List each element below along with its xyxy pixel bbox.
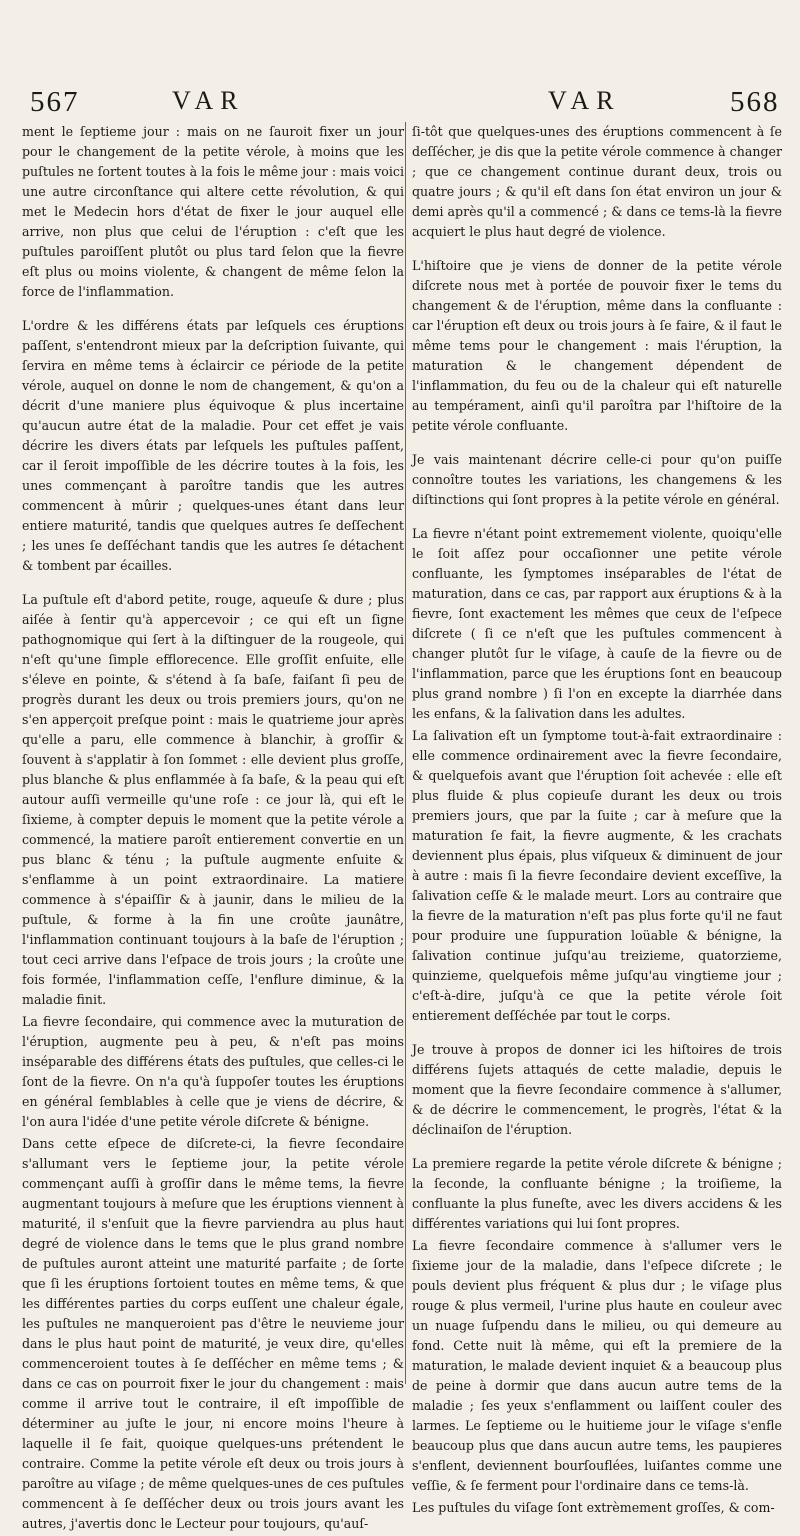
running-header (0, 86, 800, 126)
paragraph: ment le ſeptieme jour : mais on ne ſauroit fixer un jour pour le changement de la petite vérole, à moins que les puſtules ne ſortent toutes à la fois le même jour : mais voici une autre circonſtance qui altere cette révolution, & qui met le Medecin hors d'état de fixer le jour auquel elle arrive, non plus que celui de l'éruption : c'eſt que les puſtules paroiſſent plutôt ou plus tard ſelon que la fievre eſt plus ou moins violente, & changent de même ſelon la force de l'inflammation. (22, 124, 404, 299)
paragraph: ſi-tôt que quelques-unes des éruptions commencent à ſe deſſécher, je dis que la petite vérole commence à changer ; que ce changement continue durant deux, trois ou quatre jours ; & qu'il eſt dans ſon état environ un jour & demi après qu'il a commencé ; & dans ce tems-là la fievre acquiert le plus haut degré de violence. (412, 124, 782, 239)
paragraph: La fievre ſecondaire commence à s'allumer vers le ſixieme jour de la maladie, dans l'eſpece diſcrete ; le pouls devient plus fréquent & plus dur ; le viſage plus rouge & plus vermeil, l'urine plus haute en couleur avec un nuage ſuſpendu dans le milieu, ou qui demeure au fond. Cette nuit là même, qui eſt la premiere de la maturation, le malade devient inquiet & a beaucoup plus de peine à dormir que dans aucun autre tems de la maladie ; ſes yeux s'enflamment ou laiſſent couler des larmes. Le ſeptieme ou le huitieme jour le viſage s'enfle beaucoup plus que dans aucun autre tems, les paupieres s'enflent, deviennent bourſouflées, luiſantes comme une veſſie, & ſe ferment pour l'ordinaire dans ce tems-là. (412, 1238, 782, 1493)
paragraph: Dans cette eſpece de diſcrete-ci, la fievre ſecondaire s'allumant vers le ſeptieme jour, la petite vérole commençant auſſi à groſſir dans le même tems, la fievre augmentant toujours à meſure que les éruptions viennent à maturité, il s'enſuit que la fievre parviendra au plus haut degré de violence dans le tems que le plus grand nombre de puſtules auront atteint une maturité parfaite ; de ſorte que ſi les éruptions ſortoient toutes en même tems, & que les différentes parties du corps euſſent une chaleur égale, les puſtules ne manqueroient pas d'être le neuvieme jour dans le plus haut point de maturité, je veux dire, qu'elles commenceroient toutes à ſe deſſécher en même tems ; & dans ce cas on pourroit fixer le jour du changement : mais comme il arrive tout le contraire, il eſt impoſſible de déterminer au juſte le jour, ni encore moins l'heure à laquelle il ſe fait, quoique quelques-uns prétendent le contraire. Comme la petite vérole eſt deux ou trois jours à paroître au viſage ; de même quelques-unes de ces puſtules commencent à ſe deſſécher deux ou trois jours avant les autres, j'avertis donc le Lecteur pour toujours, qu'auſ- (22, 1136, 404, 1531)
paragraph: Je vais maintenant décrire celle-ci pour qu'on puiſſe connoître toutes les variations, les changemens & les diſtinctions qui ſont propres à la petite vérole en général. (412, 452, 782, 507)
paragraph: Je trouve à propos de donner ici les hiſtoires de trois différens ſujets attaqués de cette maladie, depuis le moment que la fievre ſecondaire commence à s'allumer, & de décrire le commencement, le progrès, l'état & la déclinaiſon de l'éruption. (412, 1042, 782, 1137)
paragraph: La puſtule eſt d'abord petite, rouge, aqueuſe & dure ; plus aiſée à ſentir qu'à appercevoir ; ce qui eſt un ſigne pathognomique qui ſert à la diſtinguer de la rougeole, qui n'eſt qu'une ſimple efflorecence. Elle groſſit enſuite, elle s'éleve en pointe, & s'étend à ſa baſe, faiſant ſi peu de progrès durant les deux ou trois premiers jours, qu'on ne s'en apperçoit preſque point : mais le quatrieme jour après qu'elle a paru, elle commence à blanchir, à groſſir & ſouvent à s'applatir à ſon ſommet : elle devient plus groſſe, plus blanche & plus enflammée à ſa baſe, & la peau qui eſt autour auſſi vermeille qu'une roſe : ce jour là, qui eſt le ſixieme, à compter depuis le moment que la petite vérole a commencé, la matiere paroît entierement convertie en un pus blanc & ténu ; la puſtule augmente enſuite & s'enflamme à un point extraordinaire. La matiere commence à s'épaiſſir & à jaunir, dans le milieu de la puſtule, & forme à la fin une croûte jaunâtre, l'inflammation continuant toujours à la baſe de l'éruption ; tout ceci arrive dans l'eſpace de trois jours ; la croûte une fois formée, l'inflammation ceſſe, l'enflure diminue, & la maladie finit. (22, 592, 404, 1007)
paragraph: La ſalivation eſt un ſymptome tout-à-fait extraordinaire : elle commence ordinairement avec la fievre ſecondaire, & quelquefois avant que l'éruption ſoit achevée : elle eſt plus fluide & plus copieuſe durant les deux ou trois premiers jours, que par la ſuite ; car à meſure que la maturation ſe fait, la fievre augmente, & les crachats deviennent plus épais, plus viſqueux & diminuent de jour à autre : mais ſi la fievre ſecondaire devient exceſſive, la ſalivation ceſſe & le malade meurt. Lors au contraire que la fievre de la maturation n'eſt pas plus forte qu'il ne faut pour produire une ſuppuration loüable & bénigne, la ſalivation continue juſqu'au treizieme, quatorzieme, quinzieme, quelquefois même juſqu'au vingtieme jour ; c'eſt-à-dire, juſqu'à ce que la petite vérole ſoit entierement deſſéchée par tout le corps. (412, 728, 782, 1023)
column-divider (405, 122, 406, 1384)
paragraph: Les puſtules du viſage ſont extrèmement groſſes, & com- (412, 1500, 775, 1515)
paragraph: La premiere regarde la petite vérole diſcrete & bénigne ; la ſeconde, la confluante bénigne ; la troiſieme, la confluante la plus funeſte, avec les divers accidens & les différentes variations qui lui ſont propres. (412, 1156, 782, 1231)
paragraph: La fievre ſecondaire, qui commence avec la muturation de l'éruption, augmente peu à peu, & n'eſt pas moins inséparable des différens états des puſtules, que celles-ci le ſont de la fievre. On n'a qu'à ſuppoſer toutes les éruptions en général ſemblables à celle que je viens de décrire, & l'on aura l'idée d'une petite vérole diſcrete & bénigne. (22, 1014, 404, 1129)
right-column (412, 122, 782, 1520)
paragraph: L'ordre & les différens états par leſquels ces éruptions paſſent, s'entendront mieux par la deſcription ſuivante, qui ſervira en même tems à éclaircir ce période de la petite vérole, auquel on donne le nom de changement, & qu'on a décrit d'une maniere plus équivoque & plus incertaine qu'aucun autre état de la maladie. Pour cet effet je vais décrire les divers états par leſquels les puſtules paſſent, car il ſeroit impoſſible de les décrire toutes à la fois, les unes commençant à paroître tandis que les autres commencent à mûrir ; quelques-unes étant dans leur entiere maturité, tandis que quelques autres ſe deſſechent ; les unes ſe deſſéchant tandis que les autres ſe détachent & tombent par écailles. (22, 318, 404, 573)
paragraph: L'hiſtoire que je viens de donner de la petite vérole diſcrete nous met à portée de pouvoir fixer le tems du changement & de l'éruption, même dans la confluante : car l'éruption eſt deux ou trois jours à ſe faire, & il faut le même tems pour le changement : mais l'éruption, la maturation & le changement dépendent de l'inflammation, du feu ou de la chaleur qui eſt naturelle au tempérament, ainſi qu'il paroîtra par l'hiſtoire de la petite vérole confluante. (412, 258, 782, 433)
right-running-title: VAR (548, 86, 621, 115)
paragraph: La fievre n'étant point extremement violente, quoiqu'elle le ſoit aſſez pour occaſionner une petite vérole confluante, les ſymptomes inséparables de l'état de maturation, dans ce cas, par rapport aux éruptions & à la fievre, ſont exactement les mêmes que ceux de l'eſpece diſcrete ( ſi ce n'eſt que les puſtules commencent à changer plutôt ſur le viſage, à cauſe de la fievre ou de l'inflammation, parce que les éruptions ſont en beaucoup plus grand nombre ) ſi l'on en excepte la diarrhée dans les enfans, & la ſalivation dans les adultes. (412, 526, 782, 721)
left-page-number: 567 (30, 86, 80, 118)
left-column (22, 122, 404, 1536)
right-page-number: 568 (730, 86, 780, 118)
left-running-title: VAR (172, 86, 245, 115)
